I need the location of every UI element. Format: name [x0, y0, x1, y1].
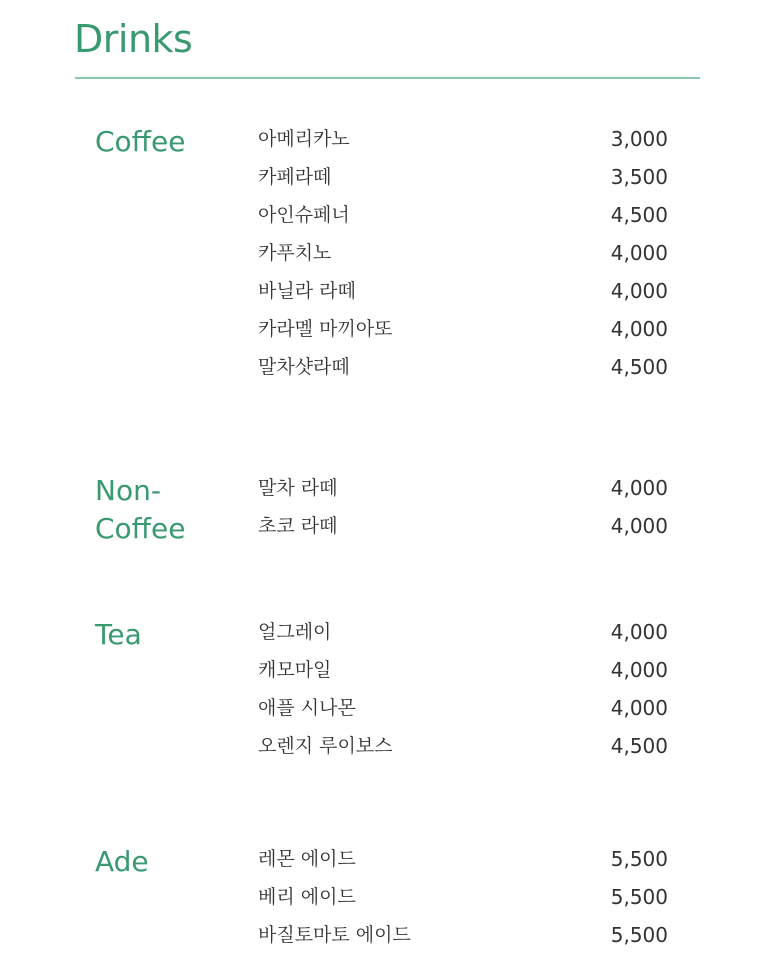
- menu-item: [258, 620, 668, 658]
- item-price: 5,500: [610, 923, 668, 947]
- menu-item: [258, 317, 668, 355]
- item-price: 3,000: [610, 127, 668, 151]
- menu-item: [258, 241, 668, 279]
- item-price: 4,500: [610, 355, 668, 379]
- item-name: 말차 라떼: [258, 477, 338, 499]
- menu-item: [258, 514, 668, 552]
- item-name: 베리 에이드: [258, 886, 356, 908]
- item-name: 카라멜 마끼아또: [258, 318, 393, 340]
- menu-item: [258, 885, 668, 923]
- item-name: 바질토마토 에이드: [258, 924, 411, 946]
- category-heading: Ade: [95, 845, 149, 878]
- item-name: 카페라떼: [258, 166, 332, 188]
- item-name: 카푸치노: [258, 242, 332, 264]
- item-name: 초코 라떼: [258, 515, 338, 537]
- menu-item: [258, 279, 668, 317]
- menu-item: [258, 203, 668, 241]
- menu-title: Drinks: [74, 17, 193, 61]
- item-price: 4,500: [610, 203, 668, 227]
- menu-item-list: [258, 476, 668, 552]
- menu-item: [258, 355, 668, 393]
- menu-item: [258, 734, 668, 772]
- item-name: 얼그레이: [258, 621, 332, 643]
- menu-item: [258, 127, 668, 165]
- item-price: 4,000: [610, 514, 668, 538]
- item-name: 아인슈페너: [258, 204, 350, 226]
- item-price: 4,000: [610, 476, 668, 500]
- item-price: 4,000: [610, 658, 668, 682]
- category-heading-line: Non-: [95, 474, 161, 507]
- item-price: 4,000: [610, 279, 668, 303]
- menu-item: [258, 923, 668, 961]
- item-price: 4,500: [610, 734, 668, 758]
- item-name: 아메리카노: [258, 128, 350, 150]
- item-price: 4,000: [610, 241, 668, 265]
- item-price: 5,500: [610, 847, 668, 871]
- menu-item-list: [258, 127, 668, 393]
- menu-item-list: [258, 620, 668, 772]
- menu-item: [258, 165, 668, 203]
- title-divider: [75, 77, 700, 79]
- category-heading: [95, 472, 185, 548]
- menu-item-list: [258, 847, 668, 961]
- category-heading: Coffee: [95, 125, 186, 158]
- menu-item: [258, 476, 668, 514]
- item-name: 캐모마일: [258, 659, 332, 681]
- item-name: 애플 시나몬: [258, 697, 356, 719]
- item-price: 3,500: [610, 165, 668, 189]
- menu-item: [258, 696, 668, 734]
- item-price: 5,500: [610, 885, 668, 909]
- category-heading-line: Coffee: [95, 512, 186, 545]
- category-heading: Tea: [95, 618, 142, 651]
- item-name: 말차샷라떼: [258, 356, 350, 378]
- item-name: 레몬 에이드: [258, 848, 356, 870]
- item-price: 4,000: [610, 696, 668, 720]
- item-price: 4,000: [610, 620, 668, 644]
- menu-item: [258, 658, 668, 696]
- item-name: 오렌지 루이보스: [258, 735, 393, 757]
- item-price: 4,000: [610, 317, 668, 341]
- menu-item: [258, 847, 668, 885]
- item-name: 바닐라 라떼: [258, 280, 356, 302]
